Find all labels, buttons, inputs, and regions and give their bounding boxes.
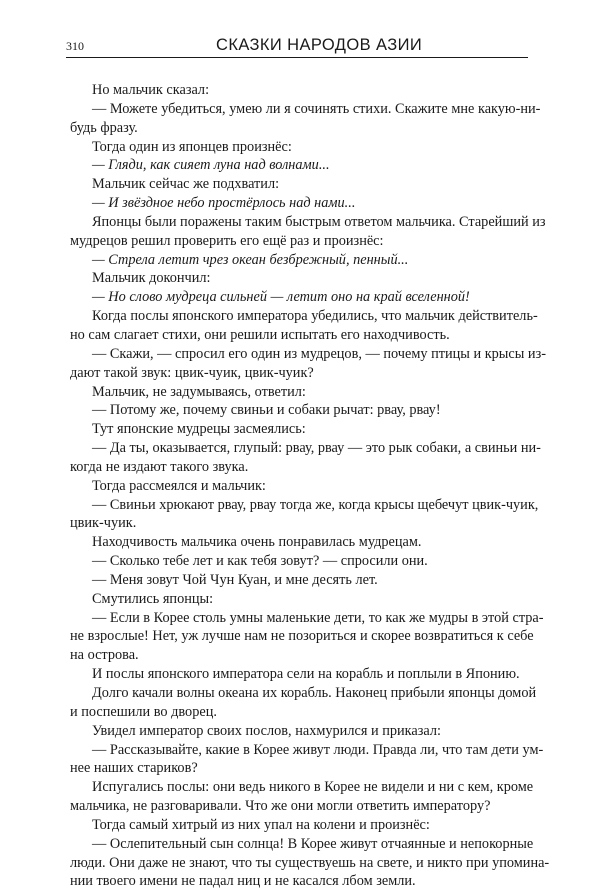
text-line: Японцы были поражены таким быстрым ответом мальчика. Старейший из: [92, 213, 546, 230]
text-line: Когда послы японского императора убедились, что мальчик действитель-: [92, 308, 538, 325]
text-line: Мальчик сейчас же подхватил:: [92, 176, 280, 193]
text-line: — Сколько тебе лет и как тебя зовут? — спросили они.: [92, 553, 428, 570]
text-line: дают такой звук: цвик-чуик, цвик-чуик?: [70, 364, 314, 381]
text-line: — И звёздное небо простёрлось над нами...: [92, 195, 356, 212]
text-line: нии твоего имени не падал ниц и не касался лбом земли.: [70, 873, 416, 890]
text-line: Испугались послы: они ведь никого в Корее не видели и ни с кем, кроме: [92, 779, 534, 796]
text-line: люди. Они даже не знают, что ты существуешь на свете, и никто при упомина-: [70, 854, 550, 871]
page-header: [66, 36, 528, 58]
text-line: — Скажи, — спросил его один из мудрецов, — почему птицы и крысы из-: [92, 345, 546, 362]
text-line: — Можете убедиться, умею ли я сочинять стихи. Скажите мне какую-ни-: [92, 100, 541, 117]
text-line: и поспешили во дворец.: [70, 703, 217, 720]
body-text: [70, 81, 550, 891]
text-line: — Если в Корее столь умны маленькие дети, то как же мудры в этой стра-: [92, 609, 544, 626]
text-line: — Свиньи хрюкают рвау, рвау тогда же, когда крысы щебечут цвик-чуик,: [92, 496, 539, 513]
text-line: Мальчик докончил:: [92, 270, 211, 287]
text-line: но сам слагает стихи, они решили испытать его находчивость.: [70, 326, 450, 343]
text-line: Долго качали волны океана их корабль. Наконец прибыли японцы домой: [92, 685, 537, 701]
text-line: Но мальчик сказал:: [92, 82, 210, 98]
text-line: когда не издают такого звука.: [70, 458, 249, 475]
text-line: Находчивость мальчика очень понравилась мудрецам.: [92, 534, 422, 551]
text-line: И послы японского императора сели на корабль и поплыли в Японию.: [92, 666, 520, 683]
text-line: Увидел император своих послов, нахмурился и приказал:: [92, 722, 441, 739]
text-line: Тогда самый хитрый из них упал на колени и произнёс:: [92, 816, 430, 833]
text-line: — Меня зовут Чой Чун Куан, и мне десять лет.: [92, 571, 378, 588]
text-line: не взрослые! Нет, уж лучше нам не позориться и скорее возвратиться к себе: [70, 628, 534, 645]
text-line: — Ослепительный сын солнца! В Корее живут отчаянные и непокорные: [92, 835, 534, 852]
text-line: — Гляди, как сияет луна над волнами...: [92, 157, 330, 174]
text-line: нее наших стариков?: [70, 760, 198, 777]
text-line: — Да ты, оказывается, глупый: рвау, рвау — это рык собаки, а свиньи ни-: [92, 440, 541, 457]
running-title: СКАЗКИ НАРОДОВ АЗИИ: [216, 36, 423, 54]
text-line: — Но слово мудреца сильней — летит оно на край вселенной!: [92, 289, 470, 306]
text-line: Мальчик, не задумываясь, ответил:: [92, 383, 306, 400]
header-rule: [66, 57, 528, 58]
page-number: 310: [66, 39, 84, 53]
text-line: будь фразу.: [70, 119, 138, 136]
text-line: Тут японские мудрецы засмеялись:: [92, 421, 306, 438]
text-line: мудрецов решил проверить его ещё раз и произнёс:: [70, 232, 384, 249]
text-line: цвик-чуик.: [70, 515, 137, 532]
text-line: Тогда один из японцев произнёс:: [92, 138, 292, 155]
text-line: Тогда рассмеялся и мальчик:: [92, 477, 266, 494]
text-line: — Стрела летит чрез океан безбрежный, пенный...: [92, 251, 409, 268]
text-line: мальчика, не разговаривали. Что же они могли ответить императору?: [70, 798, 491, 815]
text-line: на острова.: [70, 647, 139, 664]
text-line: — Потому же, почему свиньи и собаки рычат: рвау, рвау!: [92, 402, 441, 419]
text-line: — Рассказывайте, какие в Корее живут люди. Правда ли, что там дети ум-: [92, 741, 544, 758]
text-line: Смутились японцы:: [92, 590, 214, 607]
